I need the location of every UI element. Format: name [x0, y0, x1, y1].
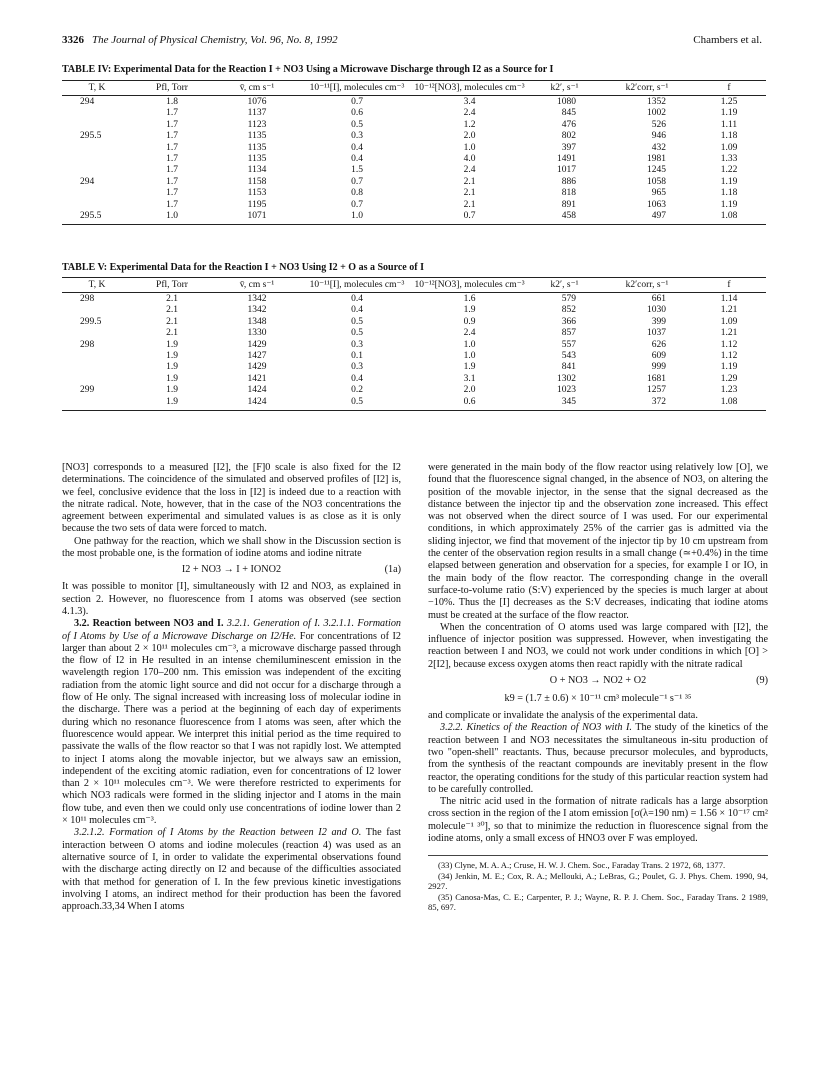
table-cell [62, 154, 132, 165]
table-cell: 557 [561, 339, 576, 350]
table-cell: 399 [651, 316, 666, 327]
table-cell: 1.21 [720, 305, 738, 316]
table-cell: 1.8 [166, 97, 178, 107]
table-cell: 0.6 [351, 108, 363, 119]
table-cell: 1429 [247, 362, 267, 373]
table-cell: 0.8 [351, 188, 363, 199]
table-cell: 1.19 [720, 176, 738, 187]
table-cell: 0.2 [351, 385, 363, 396]
table-cell: 1.11 [720, 119, 738, 130]
col-header: 10⁻¹²[NO3], molecules cm⁻³ [412, 81, 527, 96]
table-cell: 0.9 [463, 316, 476, 327]
table-cell: 1135 [247, 142, 267, 153]
table-cell: 1.29 [720, 373, 738, 384]
paragraph: It was possible to monitor [I], simultaneously with I2 and NO3, as explained in section 2. However, no fluorescence from I atoms was observed (see section 4.1.3). [62, 581, 401, 617]
table-cell: 2.0 [463, 385, 476, 396]
table-cell: 1.19 [720, 199, 738, 210]
table-cell: 1.9 [463, 305, 476, 316]
table-cell: 1.5 [351, 165, 363, 176]
paragraph: When the concentration of O atoms used was large compared with [I2], the influence of injector position was suppressed. However, when investigating the reaction between I and NO3, we could not work under conditions in which [O] > 2[I2], because excess oxygen atoms then react rapidly with the nitrate radical [428, 621, 768, 670]
table-cell: 1.09 [720, 316, 738, 327]
table-cell: 0.6 [412, 397, 527, 411]
col-header: v̄, cm s⁻¹ [212, 81, 302, 96]
table-cell: 0.5 [351, 316, 363, 327]
table-row [62, 351, 766, 362]
table-cell: 1.7 [166, 131, 178, 142]
table-cell: 298 [80, 339, 95, 350]
table-row [62, 397, 766, 411]
table-cell: 965 [651, 188, 666, 199]
table-cell: 1.7 [166, 165, 178, 176]
table-cell: 999 [651, 362, 666, 373]
table-cell [62, 143, 132, 154]
reference-35: (35) Canosa-Mas, C. E.; Carpenter, P. J.; Wayne, R. P. J. Chem. Soc., Faraday Trans. 2 1989, 85, 697. [428, 891, 768, 912]
table-cell: 1424 [212, 397, 302, 411]
table-cell: 1427 [247, 351, 267, 362]
table-cell: 1.25 [720, 97, 738, 107]
table-cell: 1342 [247, 294, 267, 304]
table-cell: 299.5 [80, 316, 102, 327]
table-cell: 0.7 [351, 176, 363, 187]
subsection-heading: 3.2.2. Kinetics of the Reaction of NO3 with I. [440, 722, 632, 734]
table-cell: 458 [527, 211, 602, 225]
table-cell: 857 [561, 328, 576, 339]
table-cell: 852 [561, 305, 576, 316]
table-cell: 2.4 [463, 165, 476, 176]
table-cell: 2.1 [166, 316, 178, 327]
reference-34: (34) Jenkin, M. E.; Cox, R. A.; Mellouki, A.; LeBras, G.; Poulet, G. J. Phys. Chem. 1990, 94, 2927. [428, 870, 768, 892]
table-cell: 294 [80, 176, 95, 187]
table-cell: 886 [561, 176, 576, 187]
col-header: f [692, 81, 766, 96]
table-cell: 1.9 [463, 362, 476, 373]
table-cell: 1.08 [692, 211, 766, 225]
table-cell: 298 [80, 294, 95, 304]
table-cell: 626 [651, 339, 666, 350]
table-cell: 1017 [557, 165, 576, 176]
table-cell: 372 [602, 397, 692, 411]
table-cell: 1421 [247, 373, 267, 384]
table-cell [62, 200, 132, 211]
section-heading: 3.2. Reaction between NO3 and I. [74, 618, 224, 630]
table-cell: 1195 [247, 199, 267, 210]
table-cell: 1245 [647, 165, 666, 176]
subsection-heading: 3.2.1. Generation of I. [226, 618, 321, 630]
rate-constant-k9 [428, 693, 768, 707]
table-cell: 2.1 [463, 188, 476, 199]
table-cell: 2.1 [166, 305, 178, 316]
references [428, 855, 768, 912]
table-cell [62, 374, 132, 385]
table-row [62, 293, 766, 306]
table-row [62, 317, 766, 328]
col-header: Pfl, Torr [132, 278, 212, 293]
table-cell: 1.9 [166, 385, 178, 396]
table-cell: 2.1 [166, 328, 178, 339]
table-cell: 0.3 [351, 131, 363, 142]
paragraph-text: The study of the kinetics of the reaction between I and NO3 necessitates the simultaneous in-situ production of two "open-shell" reactants. Thus, because precursor molecules, and byproducts, from the synthesis of the reactant compounds are inevitably present in the flow reactor, the operating conditions for the study of this particular reaction system had to be carefully controlled. [428, 722, 768, 795]
header-authors: Chambers et al. [693, 34, 762, 46]
table-cell: 2.1 [463, 199, 476, 210]
table-cell: 294 [80, 97, 95, 107]
table-cell [62, 362, 132, 373]
table-cell: 1429 [247, 339, 267, 350]
col-header: T, K [62, 278, 132, 293]
table-cell: 0.7 [412, 211, 527, 225]
table-cell: 1.9 [166, 373, 178, 384]
table-cell: 0.7 [351, 97, 363, 107]
table-cell: 3.1 [463, 373, 476, 384]
equation-label: (1a) [384, 564, 401, 576]
table-cell: 946 [651, 131, 666, 142]
table-cell: 1.9 [166, 339, 178, 350]
table-cell: 1063 [647, 199, 666, 210]
section-paragraph [62, 827, 401, 913]
table-iv [62, 80, 766, 225]
subsubsection-heading: 3.2.1.2. Formation of I Atoms by the Reaction between I2 and O. [74, 827, 362, 839]
table-v [62, 277, 766, 411]
table-cell: 1058 [647, 176, 666, 187]
table-cell: 1.2 [463, 119, 476, 130]
table-cell: 1.0 [463, 142, 476, 153]
table-cell: 1.23 [720, 385, 738, 396]
table-cell: 609 [651, 351, 666, 362]
table-row [62, 96, 766, 109]
table-cell [62, 328, 132, 339]
section-paragraph [428, 722, 768, 796]
equation-1a [62, 564, 401, 578]
rate-constant-expression: k9 = (1.7 ± 0.6) × 10⁻¹¹ cm³ molecule⁻¹ s⁻¹ ³⁵ [504, 693, 692, 705]
table-cell: 1071 [212, 211, 302, 225]
table-cell: 841 [561, 362, 576, 373]
table-cell [62, 120, 132, 131]
table-cell: 1.7 [166, 154, 178, 165]
table-cell: 0.4 [351, 373, 363, 384]
table-cell: 1681 [647, 373, 666, 384]
table-cell: 1023 [557, 385, 576, 396]
col-header: 10⁻¹¹[I], molecules cm⁻³ [302, 81, 412, 96]
table-cell: 2.1 [463, 176, 476, 187]
paragraph: were generated in the main body of the flow reactor using relatively low [O], we found that the fluorescence signal changed, in the absence of NO3, on altering the position of the movable injector, in the sense that the signal decreased as the distance between the injector tip and the observation zone increased. This effect was not observed when the direct source of I was used. For our experimental conditions, in which approximately 25% of the carrier gas is admitted via the sliding injector, we find that movement of the injector tip by 10 cm upstream from the center of the observation region results in a small change (≃+0.4%) in the time elapsed between generation and observation for a species, for example I or IO, in the main body of the flow reactor. The corresponding change in the overall surface-to-volume ratio (S:V) experienced by the species is much larger at about −10%. Thus the [I] decreases as the S:V decreases, indicating that iodine atoms must be created at the surface of the flow reactor. [428, 462, 768, 621]
table-row [62, 211, 766, 225]
table-cell [62, 397, 132, 411]
table-cell: 0.7 [351, 199, 363, 210]
table-cell: 3.4 [463, 97, 476, 107]
table-cell: 579 [561, 294, 576, 304]
equation-9 [428, 675, 768, 689]
table-cell: 1.7 [166, 176, 178, 187]
col-header: k2′, s⁻¹ [527, 81, 602, 96]
paragraph-text: The fast interaction between O atoms and iodine molecules (reaction 4) was used as an alternative source of I, in order to validate the experimental observations found with the discharge acting directly on I2 and because of the difficulties associated with that method for generation of I. In the few previous kinetic investigations involving I atoms, an indirect method for their production has been the favored approach.33,34 When I atoms [62, 827, 401, 913]
table-cell: 4.0 [463, 154, 476, 165]
table-v-header-row [62, 278, 766, 293]
table-cell: 1352 [647, 97, 666, 107]
table-cell [62, 165, 132, 176]
table-cell: 295.5 [62, 211, 132, 225]
table-cell: 818 [561, 188, 576, 199]
table-cell: 0.5 [302, 397, 412, 411]
equation-expression: I2 + NO3 → I + IONO2 [181, 564, 282, 576]
table-cell: 1002 [647, 108, 666, 119]
table-cell: 1.33 [720, 154, 738, 165]
table-cell: 2.1 [166, 294, 178, 304]
table-cell: 0.1 [351, 351, 363, 362]
table-cell: 1135 [247, 154, 267, 165]
table-cell: 1.0 [302, 211, 412, 225]
table-cell: 1.9 [166, 362, 178, 373]
equation-expression: O + NO3 → NO2 + O2 [549, 675, 647, 687]
table-row [62, 385, 766, 396]
table-cell: 1.12 [720, 351, 738, 362]
table-cell: 295.5 [80, 131, 102, 142]
table-cell: 0.4 [351, 305, 363, 316]
table-cell: 1981 [647, 154, 666, 165]
table-cell: 345 [527, 397, 602, 411]
table-row [62, 120, 766, 131]
table-cell: 1135 [247, 131, 267, 142]
table-cell: 1.08 [692, 397, 766, 411]
table-cell: 1080 [557, 97, 576, 107]
table-cell [62, 351, 132, 362]
table-cell: 476 [561, 119, 576, 130]
table-row [62, 362, 766, 373]
table-cell: 2.0 [463, 131, 476, 142]
table-cell: 1030 [647, 305, 666, 316]
table-cell: 0.5 [351, 328, 363, 339]
table-cell: 0.4 [351, 142, 363, 153]
table-cell [62, 108, 132, 119]
table-row [62, 154, 766, 165]
col-header: T, K [62, 81, 132, 96]
table-iv-header-row [62, 81, 766, 96]
col-header: v̄, cm s⁻¹ [212, 278, 302, 293]
table-cell: 1076 [247, 97, 267, 107]
table-cell [62, 305, 132, 316]
paragraph: [NO3] corresponds to a measured [I2], the [F]0 scale is also fixed for the I2 determinations. The coincidence of the simulated and observed profiles of [I2] is, we feel, conclusive evidence that the loss in [I2] is indeed due to a reaction with the nitrate radical. Note, however, that in the case of the NO3 concentrations the agreement between experimental and simulated values is as close as it is only because the two sets of data were forced to match. [62, 462, 401, 535]
table-row [62, 328, 766, 339]
subsubsection-heading: 3.2.1.1. Formation of I Atoms by Use of a Microwave Discharge on I2/He. [62, 618, 402, 642]
table-cell: 0.4 [351, 154, 363, 165]
col-header: k2′corr, s⁻¹ [602, 81, 692, 96]
table-cell: 432 [651, 142, 666, 153]
paragraph: and complicate or invalidate the analysis of the experimental data. [428, 710, 698, 722]
table-cell: 1.7 [166, 199, 178, 210]
equation-label: (9) [756, 675, 768, 687]
col-header: k2′, s⁻¹ [527, 278, 602, 293]
table-cell: 1.0 [132, 211, 212, 225]
table-cell: 1037 [647, 328, 666, 339]
page-number: 3326 [62, 34, 84, 46]
table-cell: 1.6 [463, 294, 476, 304]
table-cell: 1.18 [720, 188, 738, 199]
header-left [62, 34, 338, 46]
table-cell: 0.4 [351, 294, 363, 304]
table-cell: 1153 [247, 188, 267, 199]
journal-citation: The Journal of Physical Chemistry, Vol. 96, No. 8, 1992 [92, 34, 338, 46]
table-cell: 1342 [247, 305, 267, 316]
table-iv-caption: TABLE IV: Experimental Data for the Reaction I + NO3 Using a Microwave Discharge through I2 as a Source for I [62, 64, 554, 75]
table-cell: 1.21 [720, 328, 738, 339]
table-cell: 1.9 [166, 351, 178, 362]
table-cell: 1.7 [166, 142, 178, 153]
col-header: k2′corr, s⁻¹ [602, 278, 692, 293]
table-cell: 543 [561, 351, 576, 362]
table-row [62, 200, 766, 211]
running-header [62, 34, 762, 52]
table-cell: 891 [561, 199, 576, 210]
table-cell: 802 [561, 131, 576, 142]
table-v-caption: TABLE V: Experimental Data for the Reaction I + NO3 Using I2 + O as a Source of I [62, 262, 424, 273]
table-row [62, 143, 766, 154]
reference-33: (33) Clyne, M. A. A.; Cruse, H. W. J. Chem. Soc., Faraday Trans. 2 1972, 68, 1377. [438, 860, 726, 871]
table-row [62, 374, 766, 385]
col-header: f [692, 278, 766, 293]
table-cell: 1137 [247, 108, 267, 119]
table-v-body [62, 293, 766, 411]
table-cell: 0.3 [351, 339, 363, 350]
table-cell: 1.19 [720, 108, 738, 119]
table-row [62, 131, 766, 142]
table-cell: 1348 [247, 316, 267, 327]
table-iv-body [62, 96, 766, 225]
table-cell: 1.7 [166, 188, 178, 199]
table-cell: 366 [561, 316, 576, 327]
table-cell: 1.14 [720, 294, 738, 304]
right-column [428, 462, 768, 912]
table-cell: 1123 [247, 119, 267, 130]
table-cell [62, 188, 132, 199]
paragraph-text: For concentrations of I2 larger than about 2 × 10¹¹ molecules cm⁻³, a microwave discharge passed through the flow of I2 in He resulted in an intense chemiluminescent emission in the wavelength region 170–200 nm. This emission was independent of the exciting radiation from the atomic light source and did not occur for a discharge through a flow of He only. The signal increased with increasing loss of molecular iodine in the discharge. There was a period at the beginning of each day of experiments during which no resonance fluorescence from I atoms was seen, after which the fluorescence would appear. We interpret this initial period as the time required to passivate the walls of the flow reactor so that I was not rapidly lost. We attempted to inject I atoms along the movable injector, but we always saw an emission, independent of the exciting atomic radiation, even for concentrations of I2 lower than 2 × 10¹¹ molecules cm⁻³. We were therefore restricted to experiments for which NO3 radicals were formed in the sliding injector and I atoms in the main flow tube, and even then we could only use concentrations of iodine lower than 2 × 10¹¹ molecules cm⁻³. [62, 630, 402, 827]
table-cell: 1302 [557, 373, 576, 384]
table-cell: 1257 [647, 385, 666, 396]
table-cell: 845 [561, 108, 576, 119]
table-cell: 2.4 [463, 328, 476, 339]
col-header: 10⁻¹²[NO3], molecules cm⁻³ [412, 278, 527, 293]
table-cell: 1424 [247, 385, 267, 396]
table-cell: 1.9 [132, 397, 212, 411]
table-cell: 1491 [557, 154, 576, 165]
table-cell: 1.19 [720, 362, 738, 373]
table-cell: 1.7 [166, 108, 178, 119]
table-cell: 497 [602, 211, 692, 225]
table-cell: 1.22 [720, 165, 738, 176]
table-row [62, 108, 766, 119]
table-cell: 1158 [247, 176, 267, 187]
table-cell: 1.0 [463, 339, 476, 350]
table-cell: 299 [80, 385, 95, 396]
table-row [62, 340, 766, 351]
table-cell: 1.12 [720, 339, 738, 350]
table-cell: 661 [651, 294, 666, 304]
table-cell: 526 [651, 119, 666, 130]
table-cell: 2.4 [463, 108, 476, 119]
section-paragraph [62, 618, 401, 827]
table-cell: 1330 [247, 328, 267, 339]
paragraph: One pathway for the reaction, which we shall show in the Discussion section is the most probable one, is the formation of iodine atoms and iodine nitrate [62, 535, 401, 560]
table-cell: 1.09 [720, 142, 738, 153]
table-row [62, 188, 766, 199]
table-row [62, 305, 766, 316]
paragraph: The nitric acid used in the formation of nitrate radicals has a large absorption cross section in the region of the I atom emission [σ(λ=190 nm) = 1.56 × 10⁻¹⁷ cm² molecule⁻¹ ³⁰], so that to minimize the reduction in fluorescence signal from the iodine atoms, only a small excess of HNO3 over F was employed. [428, 796, 768, 845]
table-cell: 1134 [247, 165, 267, 176]
table-cell: 397 [561, 142, 576, 153]
table-row [62, 177, 766, 188]
table-cell: 0.3 [351, 362, 363, 373]
table-cell: 0.5 [351, 119, 363, 130]
table-cell: 1.0 [463, 351, 476, 362]
col-header: Pfl, Torr [132, 81, 212, 96]
table-cell: 1.7 [166, 119, 178, 130]
table-row [62, 165, 766, 176]
left-column [62, 462, 401, 913]
col-header: 10⁻¹¹[I], molecules cm⁻³ [302, 278, 412, 293]
table-cell: 1.18 [720, 131, 738, 142]
